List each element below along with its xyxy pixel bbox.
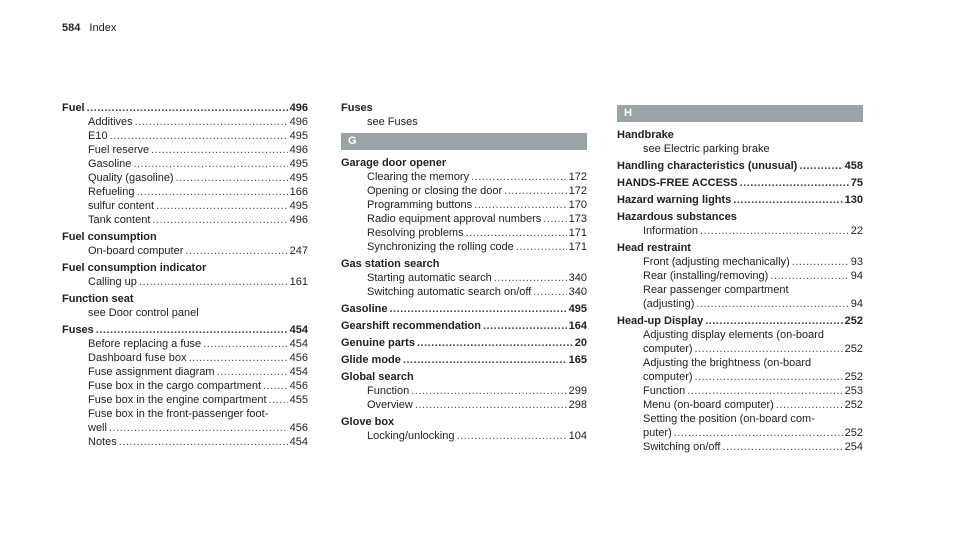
dot-leader [705, 314, 842, 328]
dot-leader [700, 224, 849, 238]
index-column-3 [617, 101, 863, 457]
subentry-text: see Electric parking brake [643, 143, 770, 155]
index-subentry[interactable] [62, 337, 308, 351]
dot-leader [87, 101, 288, 115]
index-subentry[interactable] [341, 240, 587, 254]
subentry-text: Refueling [88, 186, 135, 198]
subentry-text: Opening or closing the door [367, 185, 503, 197]
index-subentry[interactable] [62, 275, 308, 289]
page-ref[interactable]: 454 [289, 366, 308, 378]
subentry-text: Switching automatic search on/off [367, 286, 532, 298]
index-subentry[interactable] [62, 115, 308, 129]
index-term-row[interactable] [62, 323, 308, 337]
subentry-text: Fuse box in the front-passenger foot- [88, 408, 269, 420]
page-ref[interactable]: 94 [850, 298, 863, 310]
dot-leader [543, 212, 566, 226]
subentry-text: Calling up [88, 276, 137, 288]
subentry-text: Fuse assignment diagram [88, 366, 215, 378]
dot-leader [152, 213, 287, 227]
index-entry [617, 176, 863, 190]
index-subentry[interactable] [617, 398, 863, 412]
dot-leader [217, 365, 288, 379]
subentry-text: Clearing the memory [367, 171, 470, 183]
dot-leader [417, 336, 573, 350]
page-ref[interactable]: 496 [289, 102, 308, 114]
index-subentry[interactable] [617, 255, 863, 269]
index-subentry[interactable] [341, 384, 587, 398]
index-entry [617, 193, 863, 207]
page-ref[interactable]: 298 [568, 399, 587, 411]
index-subentry[interactable] [341, 198, 587, 212]
subentry-text: E10 [88, 130, 108, 142]
index-entry [341, 319, 587, 333]
index-subentry[interactable] [341, 271, 587, 285]
subentry-text: (adjusting) [643, 298, 695, 310]
dot-leader [695, 370, 843, 384]
index-entry [617, 314, 863, 454]
index-entry [62, 323, 308, 449]
subentry-text: Notes [88, 436, 117, 448]
dot-leader [109, 421, 288, 435]
section-letter-bar: H [617, 105, 863, 122]
page-ref[interactable]: 496 [289, 116, 308, 128]
page-ref[interactable]: 456 [289, 380, 308, 392]
index-term: Fuses [341, 102, 373, 114]
page-ref[interactable]: 495 [568, 303, 587, 315]
dot-leader [674, 426, 843, 440]
index-entry [617, 128, 863, 156]
page-ref[interactable]: 495 [289, 158, 308, 170]
subentry-text: Additives [88, 116, 133, 128]
page-number: 584 [62, 22, 81, 34]
dot-leader [722, 440, 842, 454]
index-term: HANDS-FREE ACCESS [617, 177, 738, 189]
index-term-row[interactable] [617, 176, 863, 190]
index-column-2 [341, 101, 587, 446]
dot-leader [151, 143, 288, 157]
index-column-1 [62, 101, 308, 452]
index-term: Handling characteristics (unusual) [617, 160, 798, 172]
index-term: Genuine parts [341, 337, 415, 349]
subentry-text: Gasoline [88, 158, 132, 170]
page-ref[interactable]: 340 [568, 286, 587, 298]
index-term: Fuses [62, 324, 94, 336]
page-ref[interactable]: 161 [289, 276, 308, 288]
index-subentry[interactable] [617, 384, 863, 398]
page-ref[interactable]: 495 [289, 200, 308, 212]
index-subentry[interactable] [62, 185, 308, 199]
index-subentry[interactable] [62, 199, 308, 213]
subentry-text: Information [643, 225, 699, 237]
index-term-row[interactable] [341, 319, 587, 333]
index-subentry[interactable] [62, 351, 308, 365]
page-ref[interactable]: 247 [289, 245, 308, 257]
index-term: Fuel [62, 102, 85, 114]
subentry-text: Fuse box in the cargo compartment [88, 380, 262, 392]
index-subentry[interactable] [341, 212, 587, 226]
page-ref[interactable]: 454 [289, 436, 308, 448]
dot-leader [456, 429, 566, 443]
dot-leader [792, 255, 849, 269]
dot-leader [695, 342, 843, 356]
index-subentry[interactable] [341, 226, 587, 240]
index-term: Garage door opener [341, 157, 447, 169]
index-entry [341, 336, 587, 350]
page-ref[interactable]: 252 [844, 399, 863, 411]
subentry-text: Starting automatic search [367, 272, 492, 284]
index-term: Glove box [341, 416, 395, 428]
dot-leader [156, 199, 288, 213]
dot-leader [687, 384, 842, 398]
index-term: Hazardous substances [617, 211, 737, 223]
index-term-row[interactable] [341, 302, 587, 316]
page-ref[interactable]: 94 [850, 270, 863, 282]
subentry-text: Before replacing a fuse [88, 338, 202, 350]
page-ref[interactable]: 495 [289, 130, 308, 142]
index-entry [62, 261, 308, 289]
subentry-text: Switching on/off [643, 441, 721, 453]
dot-leader [696, 297, 848, 311]
subentry-text: Fuse box in the engine compartment [88, 394, 267, 406]
dot-leader [188, 351, 287, 365]
page-ref[interactable]: 252 [844, 427, 863, 439]
page-ref[interactable]: 455 [289, 394, 308, 406]
subentry-text: Adjusting the brightness (on-board [643, 357, 812, 369]
dot-leader [96, 323, 288, 337]
index-entry [62, 230, 308, 258]
subentry-text: Synchronizing the rolling code [367, 241, 514, 253]
index-subentry[interactable] [62, 244, 308, 258]
index-subentry[interactable] [62, 171, 308, 185]
subentry-text: Dashboard fuse box [88, 352, 187, 364]
index-term-row[interactable] [617, 159, 863, 173]
subentry-text: Tank content [88, 214, 151, 226]
dot-leader [263, 379, 288, 393]
index-subentry[interactable] [341, 398, 587, 412]
index-subentry[interactable] [62, 157, 308, 171]
index-term-row[interactable] [617, 314, 863, 328]
index-subentry[interactable] [617, 342, 863, 356]
index-term: Function seat [62, 293, 134, 305]
page-ref[interactable]: 104 [568, 430, 587, 442]
index-term-row[interactable] [62, 101, 308, 115]
subentry-text: Radio equipment approval numbers [367, 213, 542, 225]
page-ref[interactable]: 454 [289, 338, 308, 350]
index-term: Head-up Display [617, 315, 704, 327]
subentry-text: Rear passenger compartment [643, 284, 789, 296]
dot-leader [133, 157, 287, 171]
index-subentry[interactable] [62, 143, 308, 157]
index-entry [341, 101, 587, 129]
dot-leader [533, 285, 566, 299]
page-ref[interactable]: 254 [844, 441, 863, 453]
index-entry [617, 159, 863, 173]
page-ref[interactable]: 164 [568, 320, 587, 332]
page-ref[interactable]: 93 [850, 256, 863, 268]
subentry-text: Resolving problems [367, 227, 464, 239]
subentry-text: computer) [643, 343, 693, 355]
index-subentry[interactable] [617, 269, 863, 283]
page-ref[interactable]: 458 [844, 160, 863, 172]
page-ref[interactable]: 496 [289, 214, 308, 226]
dot-leader [411, 384, 566, 398]
index-subentry[interactable] [341, 285, 587, 299]
dot-leader [770, 269, 848, 283]
index-term: Fuel consumption indicator [62, 262, 207, 274]
index-term: Gearshift recommendation [341, 320, 481, 332]
dot-leader [139, 275, 288, 289]
subentry-text: Function [643, 385, 686, 397]
subentry-text: well [88, 422, 107, 434]
subentry-text: Overview [367, 399, 413, 411]
index-entry [341, 370, 587, 412]
index-term: Gasoline [341, 303, 388, 315]
subentry-text: On-board computer [88, 245, 184, 257]
page-ref[interactable]: 495 [289, 172, 308, 184]
subentry-text: Programming buttons [367, 199, 473, 211]
section-title: Index [89, 22, 117, 34]
index-entry [617, 210, 863, 238]
index-subentry[interactable] [617, 370, 863, 384]
subentry-text: see Door control panel [88, 307, 199, 319]
page-ref[interactable]: 456 [289, 352, 308, 364]
page-ref[interactable]: 340 [568, 272, 587, 284]
index-entry [341, 302, 587, 316]
index-entry [62, 292, 308, 320]
page-header [62, 22, 116, 34]
index-term: Fuel consumption [62, 231, 157, 243]
dot-leader [119, 435, 288, 449]
index-entry [341, 415, 587, 443]
dot-leader [203, 337, 288, 351]
subentry-text: Quality (gasoline) [88, 172, 174, 184]
dot-leader [740, 176, 849, 190]
index-subentry[interactable] [617, 426, 863, 440]
dot-leader [185, 244, 287, 258]
subentry-text: see Fuses [367, 116, 418, 128]
index-subentry[interactable] [62, 435, 308, 449]
dot-leader [389, 302, 566, 316]
page-ref[interactable]: 173 [568, 213, 587, 225]
page-ref[interactable]: 75 [850, 177, 863, 189]
page-ref[interactable]: 171 [568, 227, 587, 239]
page-ref[interactable]: 299 [568, 385, 587, 397]
subentry-text: Locking/unlocking [367, 430, 455, 442]
index-term: Handbrake [617, 129, 674, 141]
dot-leader [504, 184, 566, 198]
page-ref[interactable]: 172 [568, 185, 587, 197]
index-term-row[interactable] [341, 336, 587, 350]
section-letter-bar: G [341, 133, 587, 150]
dot-leader [466, 226, 567, 240]
subentry-text: Fuel reserve [88, 144, 150, 156]
subentry-text: Function [367, 385, 410, 397]
index-subentry[interactable] [62, 365, 308, 379]
page-ref[interactable]: 165 [568, 354, 587, 366]
index-entry [341, 353, 587, 367]
page-ref[interactable]: 454 [289, 324, 308, 336]
index-subentry[interactable] [62, 129, 308, 143]
index-term-row[interactable] [341, 353, 587, 367]
dot-leader [110, 129, 288, 143]
subentry-text: puter) [643, 427, 672, 439]
dot-leader [415, 398, 567, 412]
index-subentry[interactable] [341, 170, 587, 184]
page-ref[interactable]: 20 [574, 337, 587, 349]
index-entry [341, 257, 587, 299]
page-ref[interactable]: 130 [844, 194, 863, 206]
index-subentry[interactable] [62, 421, 308, 435]
index-term-row[interactable] [617, 193, 863, 207]
dot-leader [483, 319, 567, 333]
dot-leader [799, 159, 842, 173]
dot-leader [494, 271, 567, 285]
dot-leader [136, 185, 287, 199]
dot-leader [776, 398, 843, 412]
subentry-text: sulfur content [88, 200, 155, 212]
page-ref[interactable]: 166 [289, 186, 308, 198]
page-ref[interactable]: 22 [850, 225, 863, 237]
dot-leader [516, 240, 567, 254]
page-ref[interactable]: 171 [568, 241, 587, 253]
page-ref[interactable]: 252 [844, 343, 863, 355]
page-ref[interactable]: 496 [289, 144, 308, 156]
index-subentry[interactable] [62, 393, 308, 407]
page-ref[interactable]: 456 [289, 422, 308, 434]
index-term: Head restraint [617, 242, 691, 254]
index-subentry[interactable] [62, 213, 308, 227]
index-subentry[interactable] [341, 429, 587, 443]
dot-leader [135, 115, 288, 129]
page-ref[interactable]: 172 [568, 171, 587, 183]
page-ref[interactable]: 170 [568, 199, 587, 211]
index-subentry[interactable] [341, 184, 587, 198]
subentry-text: Rear (installing/removing) [643, 270, 769, 282]
dot-leader [176, 171, 288, 185]
index-term: Gas station search [341, 258, 440, 270]
index-subentry[interactable] [617, 440, 863, 454]
page-ref[interactable]: 252 [844, 371, 863, 383]
subentry-text: computer) [643, 371, 693, 383]
index-subentry[interactable] [62, 379, 308, 393]
index-entry [62, 101, 308, 227]
subentry-text: Front (adjusting mechanically) [643, 256, 790, 268]
dot-leader [733, 193, 842, 207]
index-subentry[interactable] [617, 224, 863, 238]
subentry-text: Adjusting display elements (on-board [643, 329, 824, 341]
index-entry [617, 241, 863, 311]
index-term: Glide mode [341, 354, 401, 366]
index-term: Hazard warning lights [617, 194, 732, 206]
dot-leader [269, 393, 288, 407]
dot-leader [403, 353, 567, 367]
page-ref[interactable]: 252 [844, 315, 863, 327]
index-entry [341, 156, 587, 254]
dot-leader [471, 170, 567, 184]
page-ref[interactable]: 253 [844, 385, 863, 397]
subentry-text: Setting the position (on-board com- [643, 413, 815, 425]
subentry-text: Menu (on-board computer) [643, 399, 774, 411]
index-term: Global search [341, 371, 414, 383]
index-subentry[interactable] [617, 297, 863, 311]
dot-leader [474, 198, 566, 212]
